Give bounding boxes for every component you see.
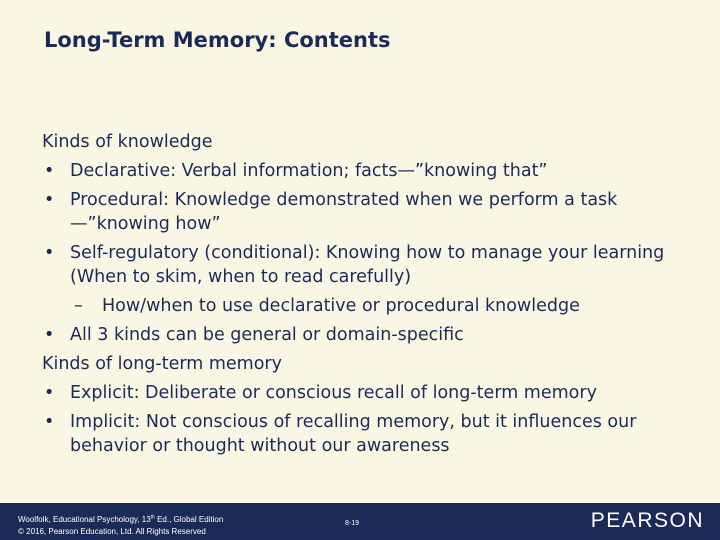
bullet-text: Self-regulatory (conditional): Knowing how to manage your learning (When to skim, when to read carefully): [70, 243, 665, 287]
bullet-implicit: [42, 410, 702, 458]
bullet-icon: •: [44, 243, 55, 263]
bullet-text: All 3 kinds can be general or domain-specific: [70, 325, 464, 345]
section-heading-knowledge: Kinds of knowledge: [42, 132, 213, 152]
bullet-self-regulatory: [42, 241, 702, 289]
bullet-text: Procedural: Knowledge demonstrated when we perform a task—”knowing how”: [70, 190, 618, 234]
bullet-icon: •: [44, 190, 55, 210]
bullet-icon: •: [44, 161, 55, 181]
bullet-text: Implicit: Not conscious of recalling memory, but it influences our behavior or thought without our awareness: [70, 412, 637, 456]
copyright-text: © 2016, Pearson Education, Ltd. All Rights Reserved: [18, 527, 206, 536]
footer-bar: [0, 503, 720, 540]
bullet-text: Declarative: Verbal information; facts—”knowing that”: [70, 161, 548, 181]
slide-body: [42, 130, 702, 463]
pearson-logo: PEARSON: [590, 509, 704, 532]
footer-citation: [18, 514, 223, 538]
bullet-icon: •: [44, 412, 55, 432]
book-title: Woolfolk, Educational Psychology, 13: [18, 515, 151, 524]
section-heading-memory: Kinds of long-term memory: [42, 354, 282, 374]
bullet-explicit: [42, 381, 702, 405]
edition-superscript: th: [150, 514, 155, 521]
bullet-icon: •: [44, 383, 55, 403]
slide-title: Long-Term Memory: Contents: [44, 28, 391, 52]
book-citation: [18, 514, 223, 526]
bullet-icon: •: [44, 325, 55, 345]
bullet-procedural: [42, 188, 702, 236]
edition-text: Ed., Global Edition: [154, 515, 224, 524]
sub-bullet-text: How/when to use declarative or procedural knowledge: [102, 296, 580, 316]
dash-icon: –: [74, 296, 83, 316]
slide-number: 8-19: [345, 520, 360, 527]
bullet-text: Explicit: Deliberate or conscious recall of long-term memory: [70, 383, 597, 403]
bullet-declarative: [42, 159, 702, 183]
sub-bullet-how-when: [42, 294, 702, 318]
bullet-all-three-kinds: [42, 323, 702, 347]
